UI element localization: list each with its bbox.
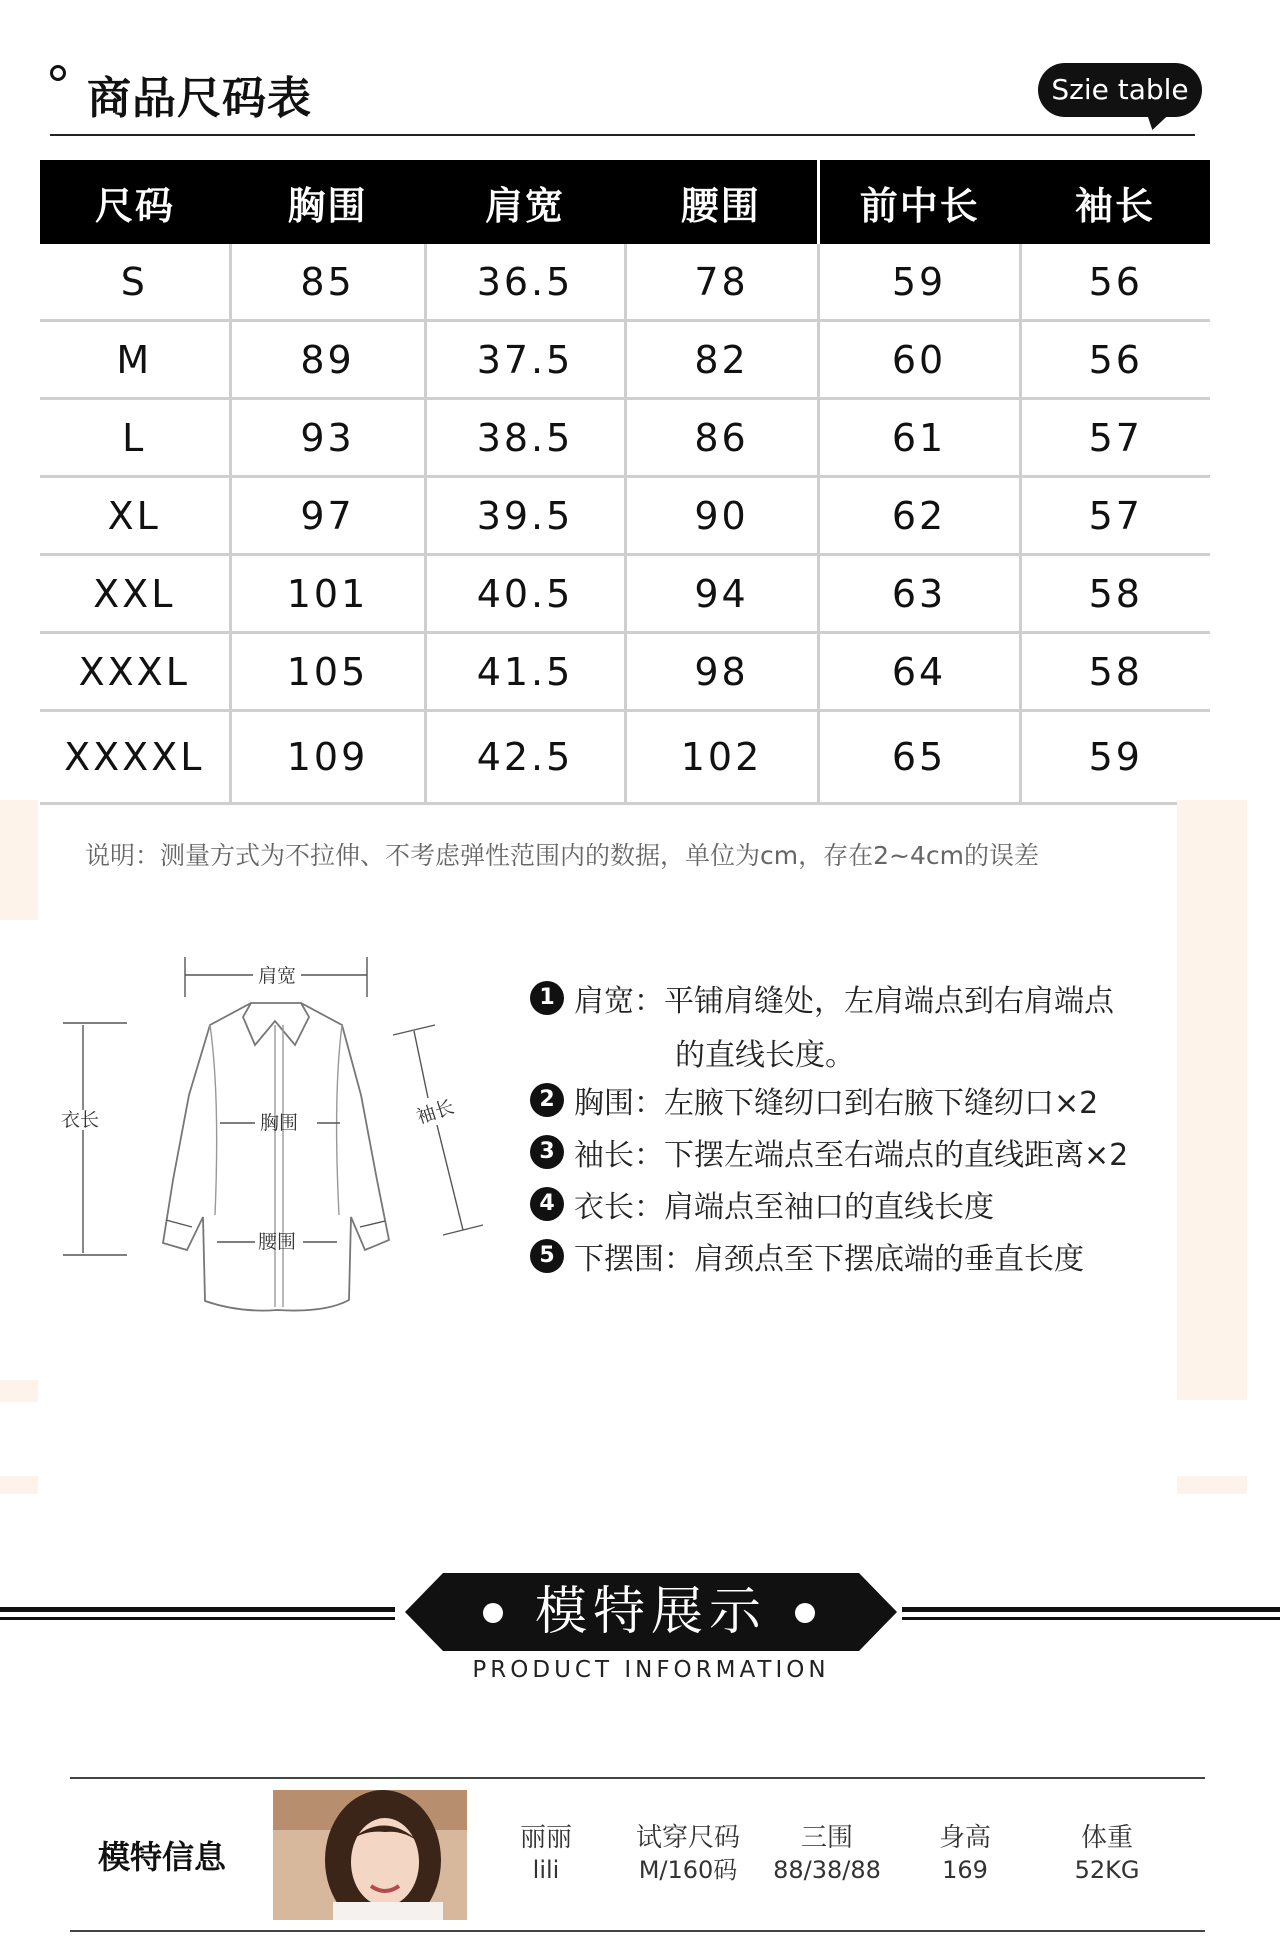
model-measurements (762, 1822, 892, 1886)
cell-shoulder: 40.5 (425, 555, 625, 633)
step-number-badge: 5 (530, 1239, 564, 1273)
badge-tail (1138, 110, 1173, 130)
shirt-diagram (55, 945, 495, 1330)
info-divider-bottom (70, 1930, 1205, 1932)
diagram-label-shoulder: 肩宽 (258, 965, 297, 987)
side-decoration (1177, 1476, 1247, 1494)
bwh-value: 88/38/88 (773, 1856, 881, 1884)
cell-front-length: 65 (818, 711, 1020, 804)
cell-shoulder: 38.5 (425, 399, 625, 477)
model-photo (273, 1790, 467, 1920)
step-number-badge: 1 (530, 981, 564, 1015)
cell-waist: 86 (625, 399, 818, 477)
list-item (530, 1078, 1098, 1122)
cell-size: M (40, 321, 230, 399)
cell-chest: 85 (230, 244, 425, 321)
diagram-label-length: 衣长 (61, 1109, 100, 1131)
step-text: 胸围：左腋下缝纫口到右腋下缝纫口×2 (574, 1086, 1099, 1121)
model-size (628, 1822, 748, 1886)
cell-chest: 97 (230, 477, 425, 555)
cell-shoulder: 36.5 (425, 244, 625, 321)
cell-waist: 78 (625, 244, 818, 321)
table-row (40, 244, 1210, 321)
cell-front-length: 59 (818, 244, 1020, 321)
cell-size: XXXL (40, 633, 230, 711)
header-shoulder: 肩宽 (425, 160, 625, 244)
step-text: 衣长：肩端点至袖口的直线长度 (574, 1190, 994, 1225)
cell-size: XXL (40, 555, 230, 633)
table-row (40, 399, 1210, 477)
model-name-cn: 丽丽 (519, 1823, 572, 1853)
banner-rule-right (902, 1617, 1280, 1620)
cell-waist: 94 (625, 555, 818, 633)
header-front-length: 前中长 (818, 160, 1020, 244)
cell-size: XXXXL (40, 711, 230, 804)
cell-waist: 90 (625, 477, 818, 555)
cell-sleeve: 58 (1020, 633, 1210, 711)
cell-sleeve: 57 (1020, 399, 1210, 477)
diagram-label-waist: 腰围 (258, 1231, 297, 1253)
table-row (40, 555, 1210, 633)
weight-label: 体重 (1080, 1823, 1133, 1853)
cell-size: XL (40, 477, 230, 555)
cell-sleeve: 57 (1020, 477, 1210, 555)
cell-sleeve: 58 (1020, 555, 1210, 633)
table-header-row (40, 160, 1210, 244)
size-table (40, 160, 1210, 805)
cell-sleeve: 56 (1020, 244, 1210, 321)
cell-front-length: 61 (818, 399, 1020, 477)
weight-value: 52KG (1074, 1856, 1140, 1884)
model-info-label: 模特信息 (98, 1838, 227, 1876)
step-number-badge: 3 (530, 1135, 564, 1169)
title-bullet-icon (50, 65, 66, 81)
height-value: 169 (942, 1856, 988, 1884)
height-label: 身高 (938, 1823, 991, 1853)
diagram-label-sleeve: 袖长 (413, 1095, 457, 1129)
banner-rule-right (902, 1607, 1280, 1612)
cell-shoulder: 41.5 (425, 633, 625, 711)
cell-shoulder: 37.5 (425, 321, 625, 399)
size-value: M/160码 (638, 1856, 738, 1884)
side-decoration (0, 1380, 38, 1402)
step-text: 袖长：下摆左端点至右端点的直线距离×2 (574, 1138, 1129, 1173)
cell-shoulder: 42.5 (425, 711, 625, 804)
cell-chest: 105 (230, 633, 425, 711)
cell-size: L (40, 399, 230, 477)
cell-front-length: 63 (818, 555, 1020, 633)
list-item (530, 976, 1114, 1073)
bwh-label: 三围 (800, 1823, 853, 1853)
size-label: 试穿尺码 (635, 1823, 740, 1853)
table-row (40, 633, 1210, 711)
model-height (925, 1822, 1005, 1886)
step-text: 下摆围：肩颈点至下摆底端的垂直长度 (574, 1242, 1084, 1277)
page-title: 商品尺码表 (87, 73, 312, 124)
banner-rule-left (0, 1617, 395, 1620)
cell-waist: 98 (625, 633, 818, 711)
header-sleeve: 袖长 (1020, 160, 1210, 244)
header-waist: 腰围 (625, 160, 818, 244)
header-size: 尺码 (40, 160, 230, 244)
cell-shoulder: 39.5 (425, 477, 625, 555)
diagram-label-chest: 胸围 (260, 1112, 299, 1134)
size-table-badge: Szie table (1038, 63, 1202, 117)
section-title: 模特展示 (534, 1582, 767, 1642)
header-chest: 胸围 (230, 160, 425, 244)
list-item (530, 1182, 994, 1226)
cell-chest: 93 (230, 399, 425, 477)
step-text: 肩宽：平铺肩缝处，左肩端点到右肩端点 (574, 984, 1114, 1019)
section-subtitle: PRODUCT INFORMATION (472, 1657, 830, 1683)
cell-waist: 102 (625, 711, 818, 804)
model-weight (1062, 1822, 1152, 1886)
step-number-badge: 4 (530, 1187, 564, 1221)
side-decoration (1177, 800, 1247, 1400)
step-number-badge: 2 (530, 1083, 564, 1117)
cell-waist: 82 (625, 321, 818, 399)
cell-sleeve: 59 (1020, 711, 1210, 804)
info-divider-top (70, 1777, 1205, 1779)
step-text-continued: 的直线长度。 (675, 1038, 855, 1073)
measurement-note: 说明：测量方式为不拉伸、不考虑弹性范围内的数据，单位为cm，存在2~4cm的误差 (85, 841, 1039, 870)
side-decoration (0, 800, 38, 920)
size-table-container (40, 160, 1210, 805)
cell-front-length: 62 (818, 477, 1020, 555)
side-decoration (0, 1476, 38, 1494)
cell-front-length: 60 (818, 321, 1020, 399)
cell-front-length: 64 (818, 633, 1020, 711)
title-divider (50, 134, 1195, 136)
list-item (530, 1234, 1084, 1278)
table-row (40, 711, 1210, 804)
model-name-en: lili (532, 1856, 560, 1884)
cell-chest: 89 (230, 321, 425, 399)
cell-chest: 101 (230, 555, 425, 633)
list-item (530, 1130, 1128, 1174)
cell-size: S (40, 244, 230, 321)
model-name (506, 1822, 586, 1886)
banner-rule-left (0, 1607, 395, 1612)
table-row (40, 321, 1210, 399)
cell-sleeve: 56 (1020, 321, 1210, 399)
cell-chest: 109 (230, 711, 425, 804)
table-row (40, 477, 1210, 555)
